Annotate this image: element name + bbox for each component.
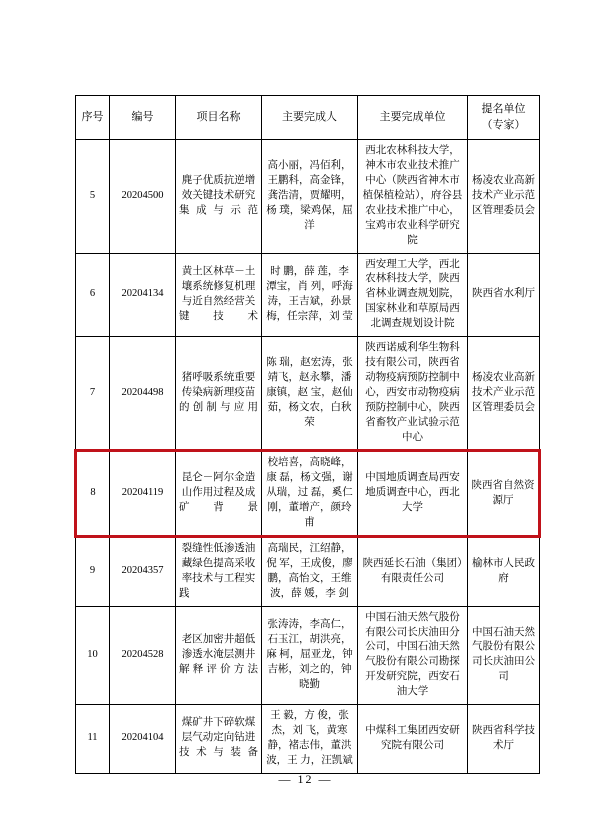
cell-main-units: 陕西诺威利华生物科技有限公司，陕西省动物疫病预防控制中心，西安市动物疫病预防控制中心，陕西省畜牧产业试验示范中心: [358, 337, 468, 451]
column-header-seq: 序号: [76, 96, 110, 140]
cell-code: 20204528: [110, 606, 176, 704]
cell-main-units: 西北农林科技大学，神木市农业技术推广中心（陕西省神木市植保植检站），府谷县农业技术推广中心，宝鸡市农业科学研究院: [358, 140, 468, 253]
cell-nomination: 陕西省自然资源厅: [468, 451, 540, 537]
cell-project-name: 煤矿井下碎软煤层气动定向钻进技术与装备: [176, 705, 262, 774]
table-row: [76, 536, 540, 606]
cell-seq: 8: [76, 451, 110, 537]
cell-main-units: 中煤科工集团西安研究院有限公司: [358, 705, 468, 774]
cell-seq: 10: [76, 606, 110, 704]
cell-main-contributors: 校培喜，高晓峰，康 磊，杨文强，谢从瑞，过 磊，奚仁刚，董增产，颜玲甫: [262, 451, 358, 537]
cell-main-contributors: 高瑞民，江绍静，倪 军，王成俊，廖 鹏，高怡文，王维波，薛 媛，李 剑: [262, 536, 358, 606]
cell-seq: 11: [76, 705, 110, 774]
table-row: [76, 337, 540, 451]
table-row: [76, 606, 540, 704]
cell-main-contributors: 时 鹏，薛 莲，李潭宝，肖 列，呼海涛，王吉斌，孙景梅，任宗萍，刘 莹: [262, 253, 358, 337]
cell-project-name: 老区加密井超低渗透水淹层测井解释评价方法: [176, 606, 262, 704]
cell-project-name: 裂缝性低渗透油藏绿色提高采收率技术与工程实践: [176, 536, 262, 606]
cell-seq: 5: [76, 140, 110, 253]
award-table-container: [74, 95, 538, 774]
cell-project-name: 黄土区林草－土壤系统修复机理与近自然经营关键技术: [176, 253, 262, 337]
cell-nomination: 杨凌农业高新技术产业示范区管理委员会: [468, 337, 540, 451]
table-body: [76, 140, 540, 773]
cell-main-units: 中国石油天然气股份有限公司长庆油田分公司，中国石油天然气股份有限公司勘探开发研究院，西安石油大学: [358, 606, 468, 704]
award-table: [74, 95, 541, 774]
cell-code: 20204119: [110, 451, 176, 537]
cell-seq: 7: [76, 337, 110, 451]
column-header-nomination-line1: 提名单位: [481, 103, 526, 115]
cell-main-units: 中国地质调查局西安地质调查中心，西北大学: [358, 451, 468, 537]
column-header-project-name: 项目名称: [176, 96, 262, 140]
cell-main-units: 陕西延长石油（集团）有限责任公司: [358, 536, 468, 606]
column-header-main-contributors: 主要完成人: [262, 96, 358, 140]
table-row: [76, 253, 540, 337]
table-header: [76, 96, 540, 140]
table-row-highlighted: [76, 451, 540, 537]
column-header-main-units: 主要完成单位: [358, 96, 468, 140]
cell-seq: 6: [76, 253, 110, 337]
cell-nomination: 陕西省科学技术厅: [468, 705, 540, 774]
cell-code: 20204357: [110, 536, 176, 606]
cell-nomination: 榆林市人民政府: [468, 536, 540, 606]
column-header-code: 编号: [110, 96, 176, 140]
cell-main-contributors: 张涛涛，李高仁，石玉江，胡洪亮，麻 柯，屈亚龙，钟吉彬，刘之的，钟晓勤: [262, 606, 358, 704]
table-row: [76, 140, 540, 253]
cell-project-name: 麂子优质抗逆增效关键技术研究集成与示范: [176, 140, 262, 253]
cell-main-units: 西安理工大学，西北农林科技大学，陕西省林业调查规划院，国家林业和草原局西北调查规划设计院: [358, 253, 468, 337]
cell-code: 20204498: [110, 337, 176, 451]
cell-nomination: 中国石油天然气股份有限公司长庆油田公司: [468, 606, 540, 704]
cell-main-contributors: 王 毅，方 俊，张 杰，刘 飞，黄寒静，褚志伟，董洪波，王 力，汪凯斌: [262, 705, 358, 774]
cell-code: 20204104: [110, 705, 176, 774]
table-header-row: [76, 96, 540, 140]
cell-main-contributors: 陈 瑞，赵宏涛，张靖飞，赵永攀，潘康镇，赵 宝，赵仙茹，杨文农，白秋荣: [262, 337, 358, 451]
table-row: [76, 705, 540, 774]
cell-nomination: 陕西省水利厅: [468, 253, 540, 337]
cell-main-contributors: 高小丽，冯佰利，王鹏科，高金锋，龚浩清，贾耀明，杨 璞，梁鸡保，屈 洋: [262, 140, 358, 253]
cell-code: 20204500: [110, 140, 176, 253]
cell-project-name: 昆仑－阿尔金造山作用过程及成矿背景: [176, 451, 262, 537]
cell-project-name: 猪呼吸系统重要传染病新理疫苗的创制与应用: [176, 337, 262, 451]
cell-seq: 9: [76, 536, 110, 606]
column-header-nomination: [468, 96, 540, 140]
column-header-nomination-line2: （专家）: [481, 118, 526, 131]
page-number: — 12 —: [278, 772, 333, 786]
cell-nomination: 杨凌农业高新技术产业示范区管理委员会: [468, 140, 540, 253]
cell-code: 20204134: [110, 253, 176, 337]
